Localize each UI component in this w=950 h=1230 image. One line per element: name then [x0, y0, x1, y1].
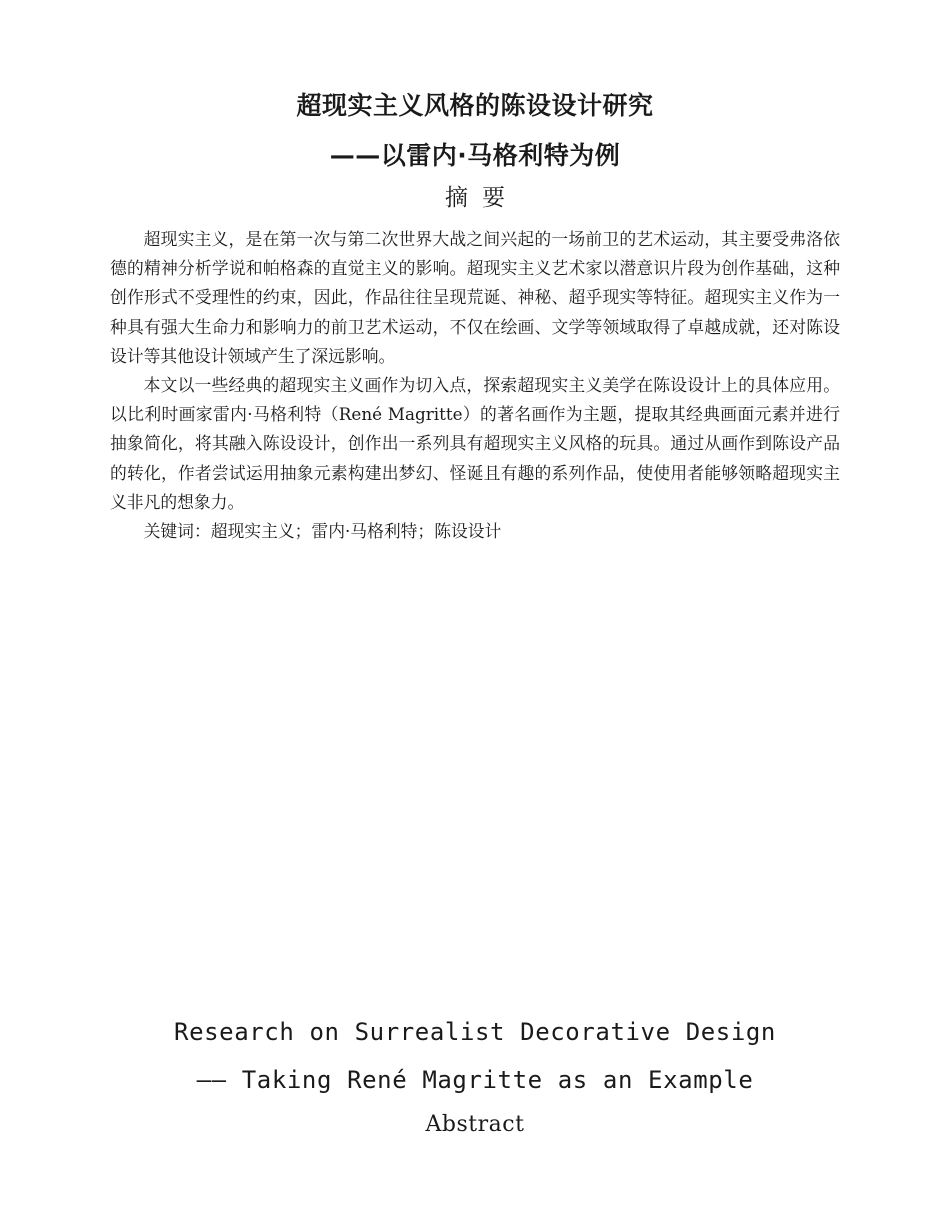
- chinese-keywords: 关键词：超现实主义；雷内·马格利特；陈设设计: [143, 521, 502, 542]
- chinese-title: 超现实主义风格的陈设设计研究: [296, 91, 654, 120]
- abstract-paragraph-2: 本文以一些经典的超现实主义画作为切入点，探索超现实主义美学在陈设设计上的具体应用。以比利时画家雷内·马格利特（René Magritte）的著名画作为主题，提取其经典画面元素并进行抽象简化，将其融入陈设设计，创作出一系列具有超现实主义风格的玩具。通过从画作到陈设产品的转化，作者尝试运用抽象元素构建出梦幻、怪诞且有趣的系列作品，使使用者能够领略超现实主义非凡的想象力。: [110, 375, 840, 512]
- chinese-abstract-heading: 摘要: [445, 185, 519, 211]
- english-abstract-heading: Abstract: [425, 1112, 525, 1137]
- chinese-abstract-body: [110, 225, 840, 546]
- english-title: Research on Surrealist Decorative Design: [174, 1018, 776, 1046]
- chinese-subtitle: ——以雷内·马格利特为例: [329, 141, 621, 170]
- english-subtitle: —— Taking René Magritte as an Example: [196, 1066, 754, 1094]
- abstract-paragraph-1: 超现实主义，是在第一次与第二次世界大战之间兴起的一场前卫的艺术运动，其主要受弗洛依德的精神分析学说和帕格森的直觉主义的影响。超现实主义艺术家以潜意识片段为创作基础，这种创作形式不受理性的约束，因此，作品往往呈现荒诞、神秘、超乎现实等特征。超现实主义作为一种具有强大生命力和影响力的前卫艺术运动，不仅在绘画、文学等领域取得了卓越成就，还对陈设设计等其他设计领域产生了深远影响。: [110, 229, 840, 366]
